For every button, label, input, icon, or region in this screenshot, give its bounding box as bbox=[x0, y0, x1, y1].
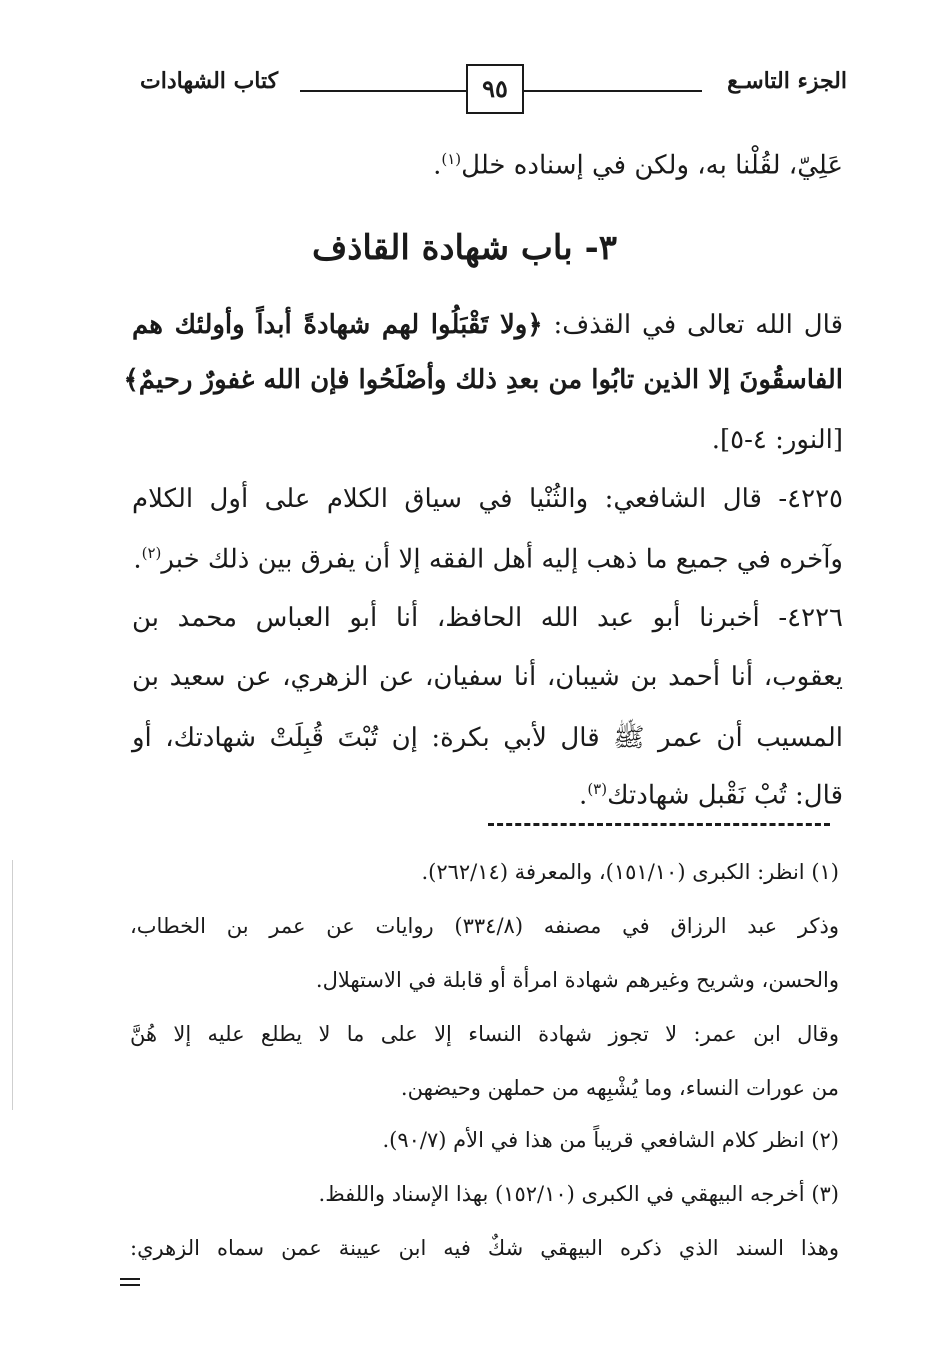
footnote-1-line-2: وذكر عبد الرزاق في مصنفه (٣٣٤/٨) روايات عن عمر بن الخطاب، bbox=[130, 914, 839, 938]
paragraph-4226-line-2: يعقوب، أنا أحمد بن شيبان، أنا سفيان، عن الزهري، عن سعيد بن bbox=[132, 662, 843, 692]
note-ref-3: (٣) bbox=[587, 780, 608, 798]
footnote-2: (٢) انظر كلام الشافعي قريباً من هذا في الأم (٩٠/٧). bbox=[382, 1128, 839, 1152]
footnote-1-line-3: والحسن، وشريح وغيرهم شهادة امرأة أو قابلة في الاستهلال. bbox=[315, 968, 839, 992]
continuation-text: عَلِيّ، لقُلْنا به، ولكن في إسناده خلل bbox=[461, 150, 843, 181]
paragraph-4226-line-4 bbox=[579, 780, 843, 811]
verse-line-1 bbox=[132, 310, 843, 340]
verse-line-2: الفاسقُونَ إلا الذين تابُوا من بعدِ ذلك وأصْلَحُوا فإن الله غفورٌ رحيمٌ﴾ bbox=[123, 365, 843, 395]
continuation-line bbox=[433, 150, 843, 181]
scan-edge bbox=[12, 860, 13, 1110]
intro-text: قال الله تعالى في القذف: bbox=[542, 310, 844, 340]
book-title: كتاب الشهادات bbox=[140, 68, 279, 94]
note-ref-2: (٢) bbox=[141, 544, 162, 562]
p4225-text: وآخره في جميع ما ذهب إليه أهل الفقه إلا أن يفرق بين ذلك خبر bbox=[161, 544, 843, 575]
paragraph-4225-line-2 bbox=[133, 544, 843, 575]
paragraph-4226-line-1: ٤٢٢٦- أخبرنا أبو عبد الله الحافظ، أنا أبو العباس محمد بن bbox=[132, 603, 843, 633]
paragraph-4225-line-1: ٤٢٢٥- قال الشافعي: والثُنْيا في سياق الكلام على أول الكلام bbox=[132, 484, 843, 514]
chapter-title: ٣- باب شهادة القاذف bbox=[312, 228, 617, 268]
footnote-1-line-4: وقال ابن عمر: لا تجوز شهادة النساء إلا على ما لا يطلع عليه إلا هُنَّ bbox=[130, 1022, 839, 1046]
page-number: ٩٥ bbox=[466, 64, 524, 114]
p4226-text: قال: تُبْ نَقْبل شهادتك bbox=[607, 780, 843, 811]
volume-label: الجزء التاسـع bbox=[727, 68, 847, 94]
header-rule-right bbox=[524, 90, 702, 92]
p4226-end: . bbox=[579, 780, 588, 811]
continuation-end: . bbox=[433, 150, 442, 181]
verse-reference: [النور: ٤-٥]. bbox=[711, 425, 843, 455]
footnote-separator bbox=[488, 823, 830, 826]
note-ref-1: (١) bbox=[441, 150, 462, 168]
continuation-mark bbox=[120, 1278, 140, 1290]
footnote-1-line-5: من عورات النساء، وما يُشْبِهه من حملهن وحيضهن. bbox=[400, 1076, 839, 1100]
footnote-3-line-2: وهذا السند الذي ذكره البيهقي شكٌ فيه ابن عيينة عمن سماه الزهري: bbox=[130, 1236, 839, 1260]
p4225-end: . bbox=[133, 544, 142, 575]
paragraph-4226-line-3: المسيب أن عمر ﷺ قال لأبي بكرة: إن تُبْتَ قُبِلَتْ شهادتك، أو bbox=[132, 723, 843, 753]
header-rule-left bbox=[300, 90, 466, 92]
footnote-1-line-1: (١) انظر: الكبرى (١٥١/١٠)، والمعرفة (٢٦٢/١٤). bbox=[421, 860, 839, 884]
footnote-3-line-1: (٣) أخرجه البيهقي في الكبرى (١٥٢/١٠) بهذا الإسناد واللفظ. bbox=[318, 1182, 839, 1206]
verse-text-1: ﴿ولا تَقْبَلُوا لهم شهادةً أبداً وأولئك هم bbox=[132, 310, 543, 340]
